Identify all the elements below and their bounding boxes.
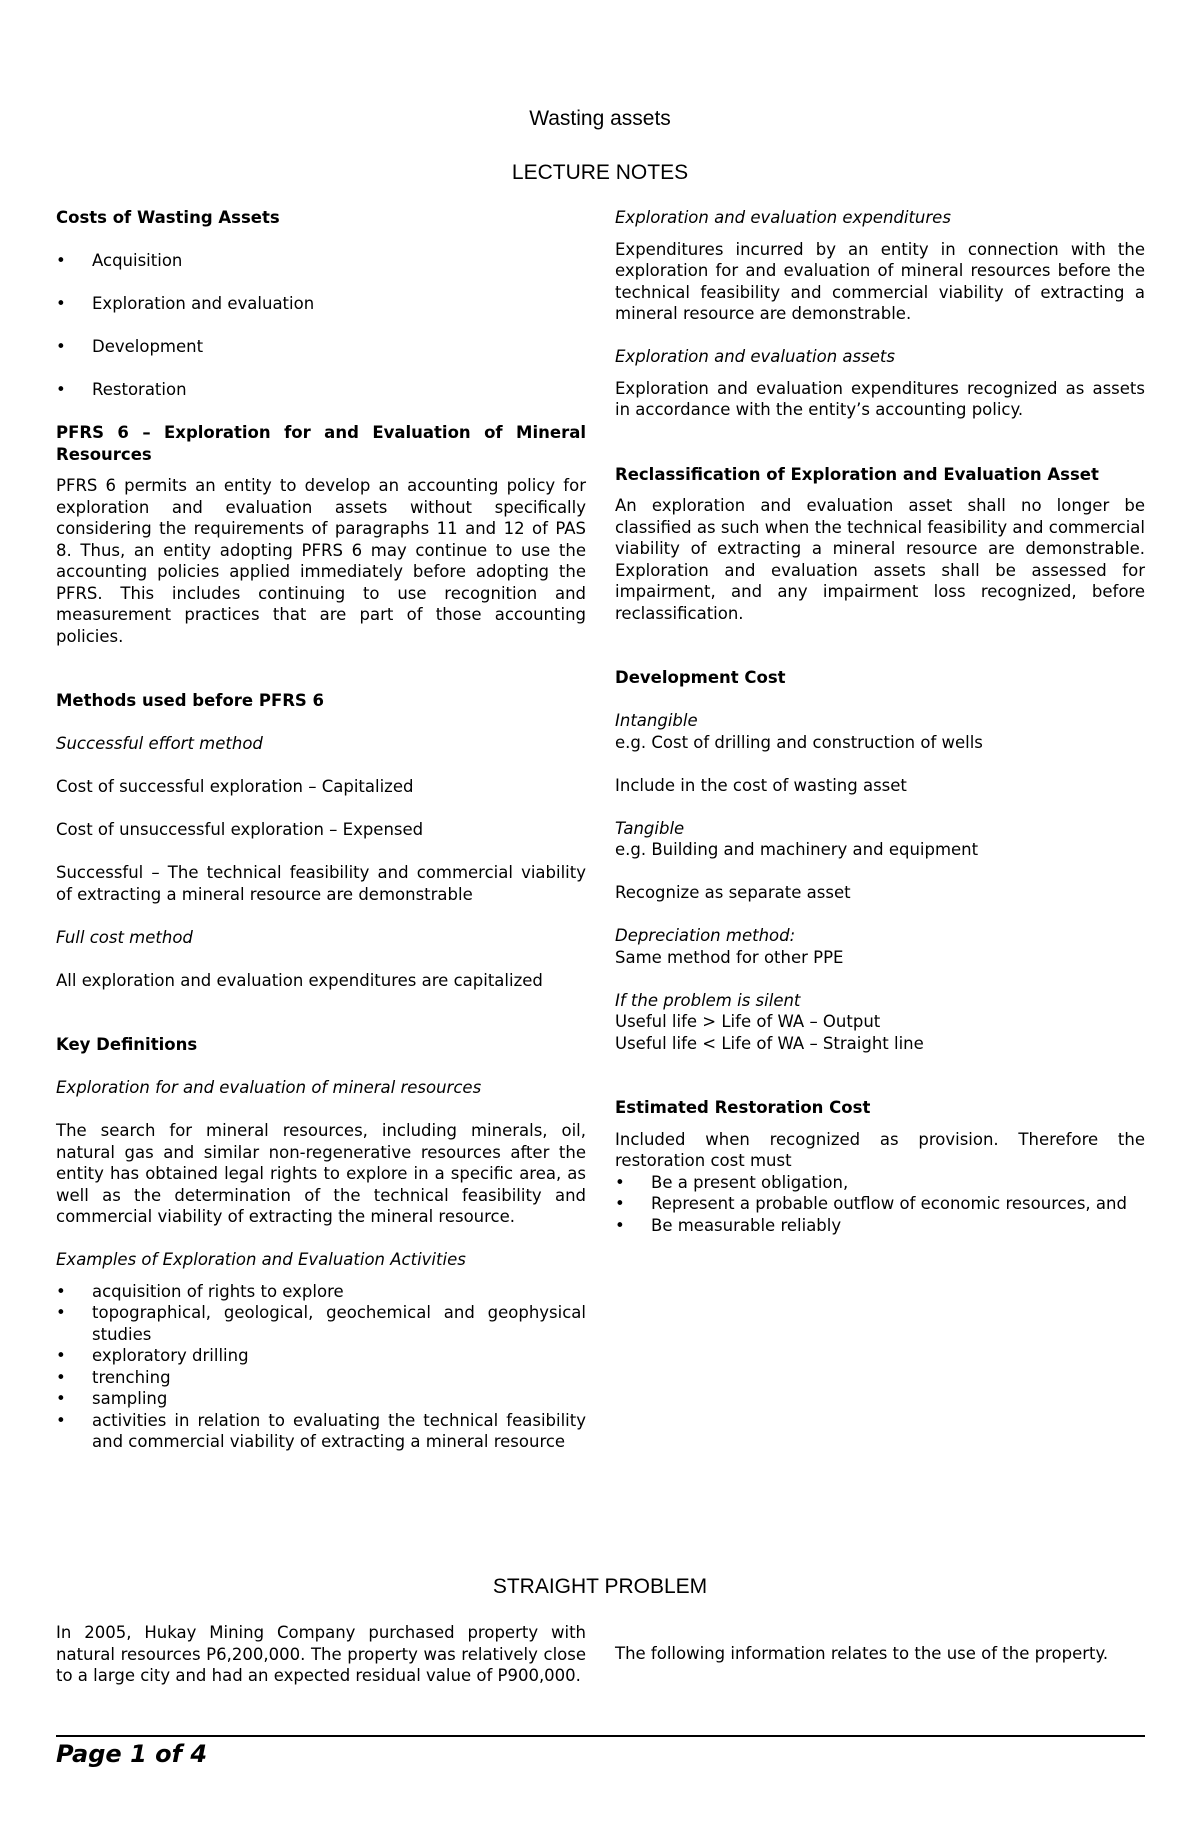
examples-label: Examples of Exploration and Evaluation Activities	[56, 1250, 466, 1269]
left-column	[56, 207, 586, 1453]
list-item: • Be a present obligation,	[615, 1172, 1145, 1194]
silent-line-1: Useful life > Life of WA – Output	[615, 1012, 881, 1031]
list-item: • Exploration and evaluation	[56, 293, 586, 315]
restoration-heading: Estimated Restoration Cost	[615, 1098, 871, 1117]
development-cost-heading: Development Cost	[615, 668, 786, 687]
list-item: • Restoration	[56, 379, 586, 401]
right-column	[615, 207, 1145, 1236]
tangible-label: Tangible	[615, 818, 685, 838]
ee-expenditures-text: Expenditures incurred by an entity in connection with the exploration for and evaluation of mineral resources before the technical feasibility and commercial viability of extracting a mineral resource are demonstrable.	[615, 239, 1145, 323]
tangible-example: e.g. Building and machinery and equipment	[615, 840, 979, 859]
successful-capitalized: Cost of successful exploration – Capitalized	[56, 777, 414, 796]
unsuccessful-expensed: Cost of unsuccessful exploration – Expensed	[56, 820, 424, 839]
page-number: Page 1 of 4	[56, 1740, 208, 1768]
examples-list	[56, 1281, 586, 1453]
ee-assets-label: Exploration and evaluation assets	[615, 347, 895, 366]
full-cost-label: Full cost method	[56, 927, 193, 947]
silent-line-2: Useful life < Life of WA – Straight line	[615, 1033, 924, 1053]
list-item: • acquisition of rights to explore	[56, 1281, 586, 1303]
intangible-example: e.g. Cost of drilling and construction of wells	[615, 732, 983, 752]
list-item: • activities in relation to evaluating the technical feasibility and commercial viability of extracting a mineral resource	[56, 1410, 586, 1453]
depreciation-label: Depreciation method:	[615, 926, 796, 945]
successful-definition: Successful – The technical feasibility and commercial viability of extracting a mineral resource are demonstrable	[56, 863, 586, 904]
reclassification-heading: Reclassification of Exploration and Evaluation Asset	[615, 464, 1099, 484]
footer-divider	[56, 1735, 1145, 1737]
ee-expenditures-label: Exploration and evaluation expenditures	[615, 208, 951, 227]
problem-left-text: In 2005, Hukay Mining Company purchased property with natural resources P6,200,000. The property was relatively close to a large city and had an expected residual value of P900,000.	[56, 1623, 586, 1685]
list-item: • Acquisition	[56, 250, 586, 272]
reclassification-text: An exploration and evaluation asset shall no longer be classified as such when the technical feasibility and commercial viability of extracting a mineral resource are demonstrable. Exploration and evaluation assets shall be assessed for impairment, and any impairment loss recognized, before reclassification.	[615, 496, 1145, 623]
list-item: • sampling	[56, 1388, 586, 1410]
full-cost-text: All exploration and evaluation expenditures are capitalized	[56, 970, 543, 990]
problem-right-text: The following information relates to the use of the property.	[615, 1644, 1109, 1663]
problem-heading: STRAIGHT PROBLEM	[492, 1575, 708, 1598]
restoration-text: Included when recognized as provision. Therefore the restoration cost must	[615, 1129, 1145, 1170]
successful-effort-label: Successful effort method	[56, 734, 263, 753]
list-item: • trenching	[56, 1367, 586, 1389]
methods-heading: Methods used before PFRS 6	[56, 691, 325, 710]
ee-assets-text: Exploration and evaluation expenditures recognized as assets in accordance with the entity’s accounting policy.	[615, 378, 1145, 419]
silent-label: If the problem is silent	[615, 990, 801, 1010]
list-item: • Represent a probable outflow of economic resources, and	[615, 1193, 1145, 1215]
depreciation-text: Same method for other PPE	[615, 947, 844, 967]
list-item: • Development	[56, 336, 586, 358]
exploration-definition-text: The search for mineral resources, including minerals, oil, natural gas and similar non-regenerative resources after the entity has obtained legal rights to explore in a specific area, as well as the determination of the technical feasibility and commercial viability of extracting the mineral resource.	[56, 1121, 586, 1226]
pfrs-text: PFRS 6 permits an entity to develop an accounting policy for exploration and evaluation assets without specifically considering the requirements of paragraphs 11 and 12 of PAS 8. Thus, an entity adopting PFRS 6 may continue to use the accounting policies applied immediately before adopting the PFRS. This includes continuing to use recognition and measurement practices that are part of those accounting policies.	[56, 476, 586, 646]
list-item: • Be measurable reliably	[615, 1215, 1145, 1237]
page-subtitle: LECTURE NOTES	[511, 161, 689, 184]
pfrs-heading: PFRS 6 – Exploration for and Evaluation of Mineral Resources	[56, 423, 586, 464]
costs-heading: Costs of Wasting Assets	[56, 208, 280, 227]
intangible-label: Intangible	[615, 711, 698, 730]
exploration-definition-label: Exploration for and evaluation of mineral resources	[56, 1078, 482, 1097]
page-title: Wasting assets	[529, 107, 671, 130]
intangible-treatment: Include in the cost of wasting asset	[615, 775, 907, 795]
costs-list	[56, 250, 586, 401]
restoration-list	[615, 1172, 1145, 1237]
tangible-treatment: Recognize as separate asset	[615, 883, 851, 902]
key-definitions-heading: Key Definitions	[56, 1035, 198, 1054]
list-item: • topographical, geological, geochemical and geophysical studies	[56, 1302, 586, 1345]
list-item: • exploratory drilling	[56, 1345, 586, 1367]
